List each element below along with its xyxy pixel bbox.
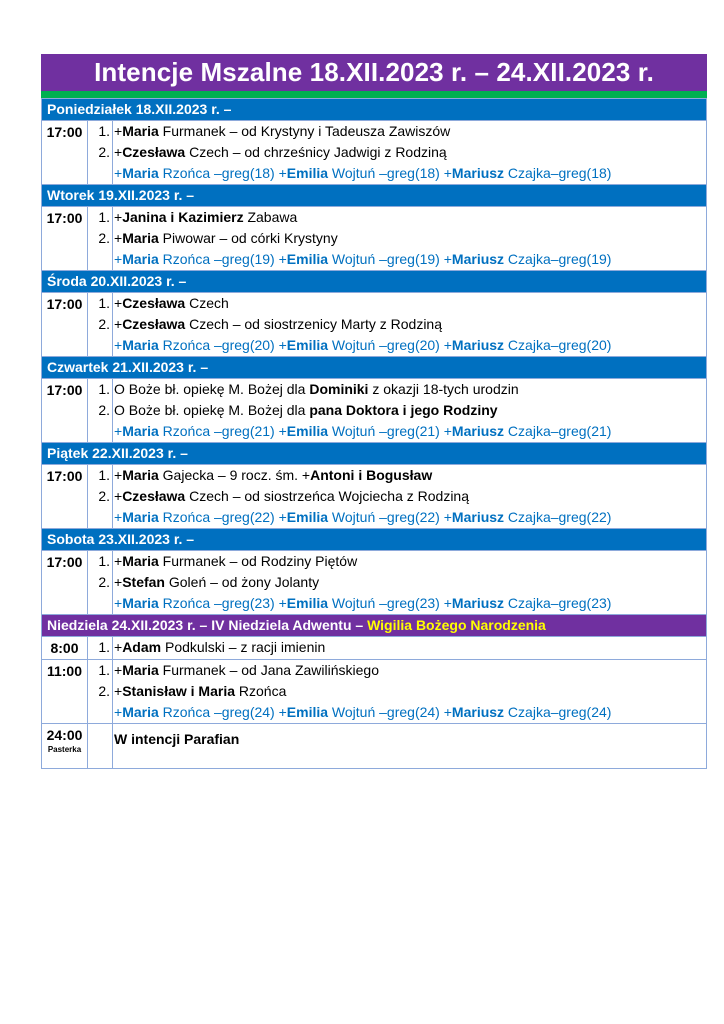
gregorian-text: Czajka–greg(19) <box>504 251 612 267</box>
gregorian-line <box>114 421 706 442</box>
gregorian-text: Rzońca –greg(19) + <box>158 251 287 267</box>
gregorian-name: Mariusz <box>451 165 505 181</box>
mass-time <box>42 465 88 528</box>
intention-prefix: + <box>114 123 123 139</box>
intention-line <box>114 314 706 335</box>
intention-name: Czesława <box>122 295 186 311</box>
intention-name: Czesława <box>122 488 186 504</box>
intention-entries <box>113 724 706 768</box>
mass-slot <box>42 207 706 270</box>
intention-name: Maria <box>122 553 159 569</box>
intention-name: Czesława <box>122 316 186 332</box>
intention-numbers <box>88 379 113 442</box>
gregorian-name: Maria <box>122 509 159 525</box>
intention-number: 1. <box>98 639 110 655</box>
intention-entries <box>113 660 706 723</box>
day-body <box>42 464 706 528</box>
intention-entries <box>113 379 706 442</box>
intention-detail: Piwowar – od córki Krystyny <box>158 230 338 246</box>
gregorian-name: Emilia <box>286 165 329 181</box>
mass-slot <box>42 379 706 442</box>
intention-detail: Czech <box>185 295 229 311</box>
intention-line <box>114 729 706 750</box>
gregorian-text: + <box>114 165 123 181</box>
time-label: 24:00 <box>46 727 83 743</box>
gregorian-line <box>114 702 706 723</box>
mass-time <box>42 121 88 184</box>
intention-name: Dominiki <box>309 381 369 397</box>
intention-number-empty <box>88 421 110 442</box>
gregorian-text: Rzońca –greg(23) + <box>158 595 287 611</box>
gregorian-text: + <box>114 704 123 720</box>
gregorian-text: + <box>114 509 123 525</box>
gregorian-text: Czajka–greg(23) <box>504 595 612 611</box>
mass-slot <box>42 293 706 356</box>
intention-entries <box>113 465 706 528</box>
gregorian-name: Maria <box>122 165 159 181</box>
time-label: 8:00 <box>50 640 79 656</box>
intention-entries <box>113 293 706 356</box>
intention-number-empty <box>88 163 110 184</box>
intention-line <box>114 486 706 507</box>
intention-name: Maria <box>122 467 159 483</box>
intention-detail: Furmanek – od Jana Zawilińskiego <box>158 662 379 678</box>
intention-line <box>114 293 706 314</box>
gregorian-text: Rzońca –greg(20) + <box>158 337 287 353</box>
day-header: Sobota 23.XII.2023 r. – <box>42 528 706 550</box>
intention-name: Maria <box>122 230 159 246</box>
intention-detail: Furmanek – od Krystyny i Tadeusza Zawiszów <box>158 123 451 139</box>
intention-name: Antoni i Bogusław <box>310 467 433 483</box>
intention-prefix: + <box>114 683 123 699</box>
intention-prefix: + <box>114 144 123 160</box>
intention-number: 2. <box>98 402 110 418</box>
time-sublabel: Pasterka <box>47 745 82 754</box>
intention-number: 1. <box>98 295 110 311</box>
intention-numbers <box>88 637 113 659</box>
intention-name: Stanisław i Maria <box>122 683 236 699</box>
day-header: Piątek 22.XII.2023 r. – <box>42 442 706 464</box>
intention-number: 1. <box>98 553 110 569</box>
intentions-sheet <box>41 54 707 769</box>
gregorian-name: Emilia <box>286 509 329 525</box>
gregorian-text: Wojtuń –greg(22) + <box>328 509 452 525</box>
day-header: Środa 20.XII.2023 r. – <box>42 270 706 292</box>
day-body <box>42 206 706 270</box>
day-header: Wtorek 19.XII.2023 r. – <box>42 184 706 206</box>
mass-time <box>42 379 88 442</box>
intention-number: 1. <box>98 209 110 225</box>
day-body-sunday <box>42 636 706 768</box>
gregorian-text: Czajka–greg(18) <box>504 165 612 181</box>
mass-slot <box>42 723 706 768</box>
gregorian-text: Czajka–greg(20) <box>504 337 612 353</box>
intention-name: Czesława <box>122 144 186 160</box>
time-label: 17:00 <box>46 296 83 312</box>
intention-line <box>114 572 706 593</box>
intention-detail: z okazji 18-tych urodzin <box>368 381 519 397</box>
gregorian-name: Mariusz <box>451 423 505 439</box>
gregorian-name: Maria <box>122 704 159 720</box>
weekdays <box>42 98 706 614</box>
mass-time <box>42 207 88 270</box>
gregorian-text: Czajka–greg(24) <box>504 704 612 720</box>
intention-number: 2. <box>98 144 110 160</box>
intention-detail: Furmanek – od Rodziny Piętów <box>158 553 358 569</box>
gregorian-line <box>114 593 706 614</box>
intention-name: Maria <box>122 123 159 139</box>
day-header: Poniedziałek 18.XII.2023 r. – <box>42 98 706 120</box>
intention-prefix: + <box>114 316 123 332</box>
intention-number: 2. <box>98 488 110 504</box>
intention-prefix: O Boże bł. opiekę M. Bożej dla <box>114 381 310 397</box>
mass-time <box>42 551 88 614</box>
intention-number: 1. <box>98 662 110 678</box>
intention-numbers <box>88 121 113 184</box>
intention-prefix: + <box>114 574 123 590</box>
gregorian-name: Maria <box>122 595 159 611</box>
gregorian-text: Wojtuń –greg(19) + <box>328 251 452 267</box>
page-title: Intencje Mszalne 18.XII.2023 r. – 24.XII.2023 r. <box>41 54 707 91</box>
intention-name: Janina i Kazimierz <box>122 209 244 225</box>
intention-numbers <box>88 207 113 270</box>
gregorian-text: Wojtuń –greg(18) + <box>328 165 452 181</box>
intention-prefix: + <box>114 639 123 655</box>
gregorian-text: + <box>114 337 123 353</box>
intention-detail: Czech – od siostrzenicy Marty z Rodziną <box>185 316 442 332</box>
mass-slot <box>42 659 706 723</box>
gregorian-name: Emilia <box>286 337 329 353</box>
gregorian-name: Maria <box>122 251 159 267</box>
intention-line <box>114 207 706 228</box>
day-header: Czwartek 21.XII.2023 r. – <box>42 356 706 378</box>
mass-time <box>42 637 88 659</box>
intention-line <box>114 228 706 249</box>
gregorian-name: Mariusz <box>451 509 505 525</box>
intention-line <box>114 637 706 658</box>
intention-numbers <box>88 465 113 528</box>
gregorian-text: Wojtuń –greg(24) + <box>328 704 452 720</box>
day-body <box>42 550 706 614</box>
gregorian-text: + <box>114 423 123 439</box>
intention-line <box>114 465 706 486</box>
intention-prefix: + <box>114 230 123 246</box>
intention-prefix: + <box>114 295 123 311</box>
intention-numbers <box>88 293 113 356</box>
intention-detail: Czech – od siostrzeńca Wojciecha z Rodziną <box>185 488 470 504</box>
intention-detail: Czech – od chrześnicy Jadwigi z Rodziną <box>185 144 447 160</box>
intention-number-empty <box>88 249 110 270</box>
gregorian-text: Rzońca –greg(21) + <box>158 423 287 439</box>
intention-line <box>114 400 706 421</box>
mass-time <box>42 293 88 356</box>
gregorian-name: Emilia <box>286 704 329 720</box>
gregorian-text: Czajka–greg(21) <box>504 423 612 439</box>
intention-number-empty <box>88 593 110 614</box>
intention-number: 2. <box>98 574 110 590</box>
gregorian-name: Emilia <box>286 595 329 611</box>
intention-detail: Zabawa <box>243 209 298 225</box>
intention-line <box>114 681 706 702</box>
intention-entries <box>113 207 706 270</box>
intention-number-empty <box>88 702 110 723</box>
intention-number-empty <box>88 335 110 356</box>
intention-entries <box>113 121 706 184</box>
time-label: 17:00 <box>46 124 83 140</box>
sunday-header-text: Niedziela 24.XII.2023 r. – IV Niedziela Adwentu – <box>47 617 368 633</box>
intention-number: 1. <box>98 123 110 139</box>
intention-prefix: + <box>114 553 123 569</box>
gregorian-text: Wojtuń –greg(23) + <box>328 595 452 611</box>
intention-prefix: + <box>114 209 123 225</box>
gregorian-text: Rzońca –greg(18) + <box>158 165 287 181</box>
intention-numbers <box>88 724 113 768</box>
intention-entries <box>113 637 706 659</box>
intention-line <box>114 142 706 163</box>
gregorian-text: Wojtuń –greg(21) + <box>328 423 452 439</box>
intention-name: W intencji Parafian <box>114 731 240 747</box>
intention-number: 1. <box>98 381 110 397</box>
gregorian-text: + <box>114 251 123 267</box>
mass-time <box>42 724 88 768</box>
day-body <box>42 120 706 184</box>
sunday-header-highlight: Wigilia Bożego Narodzenia <box>367 617 546 633</box>
intentions-table <box>41 98 707 769</box>
intention-number: 2. <box>98 230 110 246</box>
gregorian-text: Czajka–greg(22) <box>504 509 612 525</box>
intention-line <box>114 551 706 572</box>
day-body <box>42 292 706 356</box>
day-body <box>42 378 706 442</box>
intention-prefix: + <box>114 662 123 678</box>
intention-number: 2. <box>98 683 110 699</box>
intention-detail: Rzońca <box>235 683 287 699</box>
mass-slot <box>42 551 706 614</box>
intention-line <box>114 379 706 400</box>
intention-entries <box>113 551 706 614</box>
intention-name: Adam <box>122 639 162 655</box>
gregorian-name: Maria <box>122 423 159 439</box>
gregorian-text: Rzońca –greg(24) + <box>158 704 287 720</box>
gregorian-text: Wojtuń –greg(20) + <box>328 337 452 353</box>
gregorian-line <box>114 163 706 184</box>
gregorian-text: Rzońca –greg(22) + <box>158 509 287 525</box>
intention-detail: Gajecka – 9 rocz. śm. + <box>158 467 311 483</box>
gregorian-name: Mariusz <box>451 595 505 611</box>
gregorian-line <box>114 507 706 528</box>
title-underline <box>41 91 707 98</box>
mass-time <box>42 660 88 723</box>
intention-prefix: + <box>114 488 123 504</box>
gregorian-name: Emilia <box>286 251 329 267</box>
intention-line <box>114 660 706 681</box>
time-label: 17:00 <box>46 468 83 484</box>
mass-slot <box>42 637 706 659</box>
intention-prefix: O Boże bł. opiekę M. Bożej dla <box>114 402 310 418</box>
day-header-sunday <box>42 614 706 636</box>
intention-name: Stefan <box>122 574 165 590</box>
intention-name: pana Doktora i jego Rodziny <box>309 402 498 418</box>
intention-line <box>114 121 706 142</box>
time-label: 17:00 <box>46 210 83 226</box>
gregorian-name: Emilia <box>286 423 329 439</box>
intention-number: 1. <box>98 467 110 483</box>
intention-number: 2. <box>98 316 110 332</box>
intention-prefix: + <box>114 467 123 483</box>
mass-slot <box>42 465 706 528</box>
gregorian-name: Maria <box>122 337 159 353</box>
gregorian-name: Mariusz <box>451 704 505 720</box>
time-label: 17:00 <box>46 382 83 398</box>
intention-numbers <box>88 551 113 614</box>
mass-slot <box>42 121 706 184</box>
gregorian-name: Mariusz <box>451 337 505 353</box>
intention-detail: Goleń – od żony Jolanty <box>164 574 320 590</box>
gregorian-line <box>114 335 706 356</box>
time-label: 11:00 <box>46 663 83 679</box>
gregorian-name: Mariusz <box>451 251 505 267</box>
intention-number-empty <box>88 507 110 528</box>
gregorian-text: + <box>114 595 123 611</box>
intention-detail: Podkulski – z racji imienin <box>161 639 326 655</box>
time-label: 17:00 <box>46 554 83 570</box>
gregorian-line <box>114 249 706 270</box>
intention-name: Maria <box>122 662 159 678</box>
intention-numbers <box>88 660 113 723</box>
